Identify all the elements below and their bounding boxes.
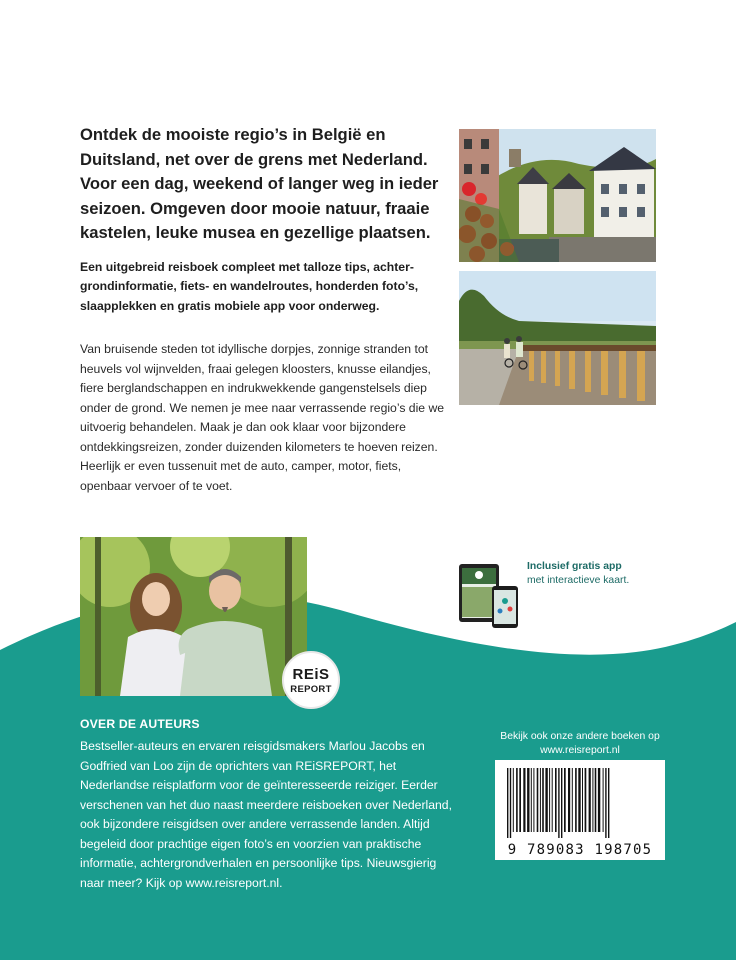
authors-photo [80,537,307,696]
authors-heading: OVER DE AUTEURS [80,717,200,731]
reisreport-logo [282,651,340,709]
more-books-note: Bekijk ook onze andere boeken op www.reisreport.nl [500,731,660,756]
logo-text-report: REPORT [290,684,332,695]
town-photo [459,129,656,262]
body-paragraph: Van bruisende steden tot idyllische dorpjes, zonnige stranden tot heuvels vol wijnvelden, fraai gelegen kloosters, knusse eilandjes, fiere berglandschappen en indrukwekkende gangenstelsels diep onder de grond. We nemen je mee naar verrassende regio’s die we uitvoerig behandelen. Maak je dan ook klaar voor bijzondere ontdekkingsreizen, zonder duizenden kilometers te hoeven reizen. Heerlijk er even tussenuit met de auto, camper, motor, fiets, openbaar vervoer of te voet. [80,342,445,493]
isbn-barcode [495,760,665,860]
barcode-bars [505,768,655,838]
authors-text: Bestseller-auteurs en ervaren reisgidsmakers Marlou Jacobs en Godfried van Loo zijn de oprichters van REiSREPORT, het Nederlandse reisplatform voor de geïnteresseerde reiziger. Eerder verschenen van het duo naast meerdere reisboeken over Nederland, ook bijzondere reisgidsen over andere verrassende landen. Altijd begeleid door prachtige eigen foto’s en voorzien van praktische informatie, achtergrondverhalen en persoonlijke tips. Nieuwsgierig naar meer? Kijk op www.reisreport.nl. [80,739,452,890]
bridge-path-photo [459,271,656,405]
logo-text-reis: REiS [292,666,330,683]
app-subtitle: met interactieve kaart. [527,575,630,586]
subintro-paragraph: Een uitgebreid reisboek compleet met talloze tips, achtergrondinformatie, fiets- en wandelroutes, honderden foto’s, slaapplekken en gratis mobiele app voor onderweg. [80,260,419,313]
intro-paragraph: Ontdek de mooiste regio’s in België en Duitsland, net over de grens met Nederland. Voor een dag, weekend of langer weg in ieder seizoen. Omgeven door mooie natuur, fraaie kastelen, leuke musea en gezellige plaatsen. [80,125,439,242]
app-devices-icon [459,563,519,629]
barcode-number: 9 789083 198705 [507,842,653,858]
app-title: Inclusief gratis app [527,561,622,572]
